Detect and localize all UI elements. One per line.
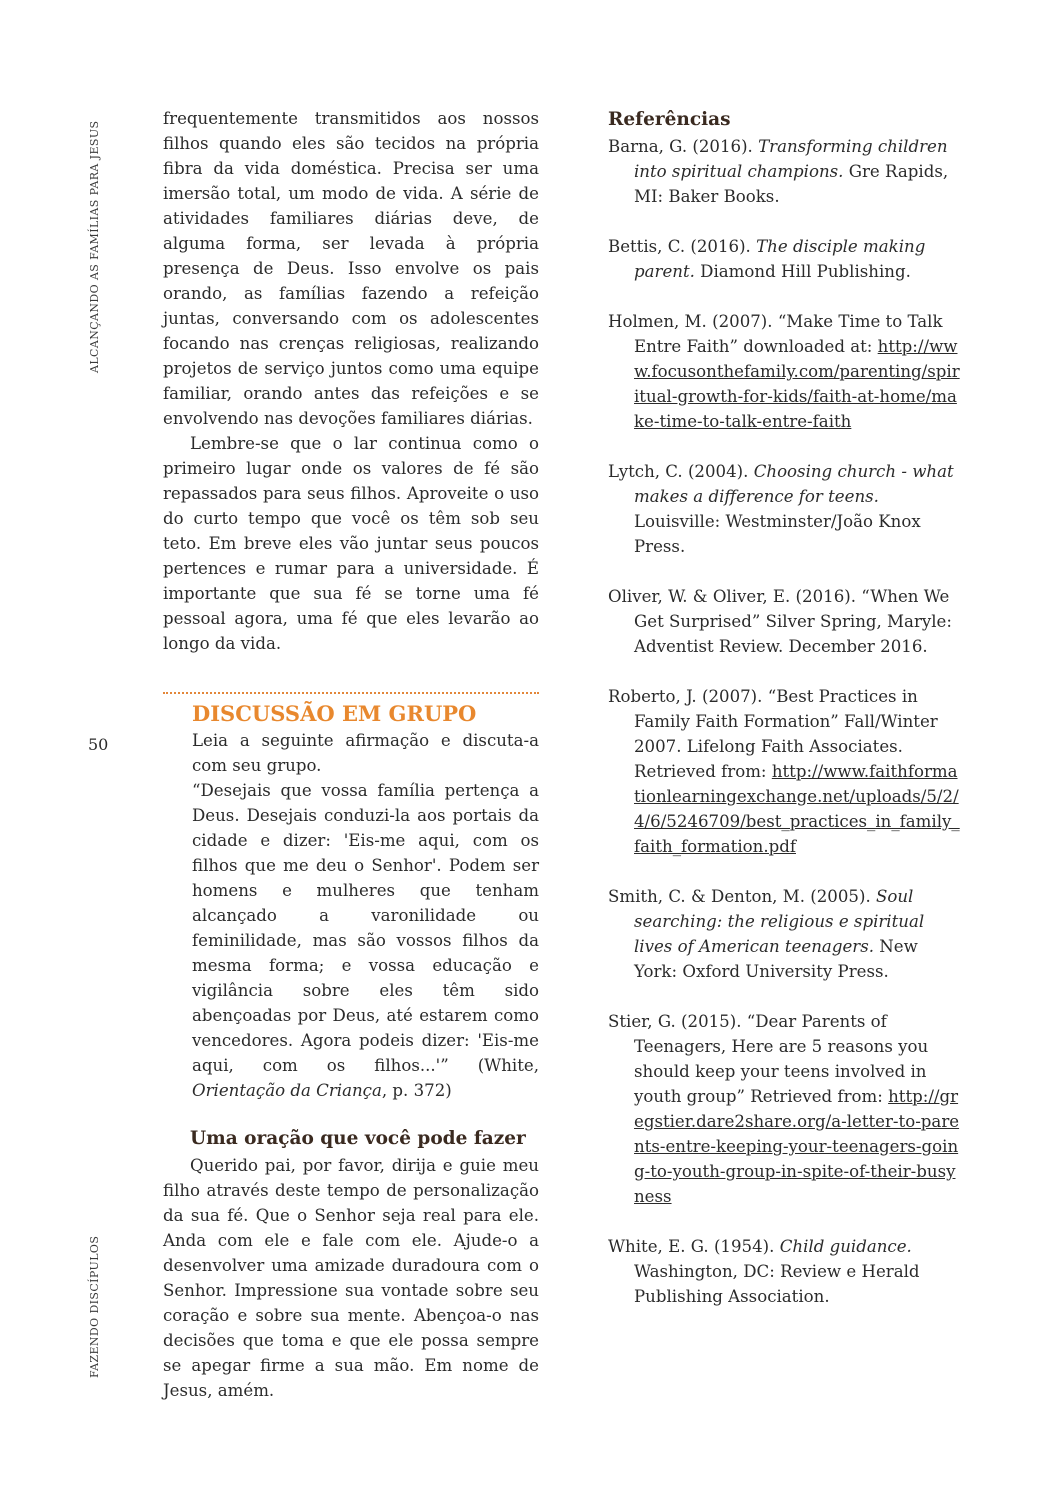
- reference-title: Child guidance.: [779, 1237, 912, 1256]
- reference-publisher: New York: Oxford University Press.: [634, 937, 918, 981]
- prayer-text: Querido pai, por favor, dirija e guie meu filho através deste tempo de personalização da sua fé. Que o Senhor seja real para ele. Anda com ele e fale com ele. Ajude-o a desenvolver uma amizade duradoura com o Senhor. Impressione sua vontade sobre seu coração e sobre sua mente. Abençoa-o nas decisões que toma e que ele possa sempre se apegar firme a sua mão. Em nome de Jesus, amém.: [163, 1156, 539, 1400]
- reference-text: Smith, C. & Denton, M. (2005).: [608, 887, 876, 906]
- references-list: [608, 134, 963, 1309]
- reference-text: Barna, G. (2016).: [608, 137, 759, 156]
- reference-item: [608, 459, 963, 559]
- reference-publisher: Diamond Hill Publishing.: [694, 262, 911, 281]
- reference-item: [608, 309, 963, 434]
- references-column: [608, 106, 963, 1334]
- reference-text: Roberto, J. (2007). “Best Practices in Family Faith Formation” Fall/Winter 2007. Lifelong Faith Associates. Retrieved from:: [608, 687, 938, 781]
- reference-link[interactable]: http://www.focusonthefamily.com/parenting/spiritual-growth-for-kids/faith-at-home/make-time-to-talk-entre-faith: [634, 337, 960, 431]
- body-paragraph-2: Lembre-se que o lar continua como o primeiro lugar onde os valores de fé são repassados para seus filhos. Aproveite o uso do curto tempo que você os têm sob seu teto. Em breve eles vão juntar seus poucos pertences e rumar para a universidade. É importante que sua fé se torne uma fé pessoal agora, uma fé que eles levarão ao longo da vida.: [163, 434, 539, 653]
- discussion-box: [192, 728, 539, 1103]
- reference-link[interactable]: http://gregstier.dare2share.org/a-letter-to-parents-entre-keeping-your-teenagers-going-to-youth-group-in-spite-of-their-busyness: [634, 1087, 960, 1206]
- reference-title: The disciple making parent.: [634, 237, 926, 281]
- reference-text: Bettis, C. (2016).: [608, 237, 757, 256]
- reference-item: [608, 134, 963, 209]
- reference-title: Choosing church - what makes a difference for teens.: [634, 462, 954, 506]
- reference-title: Soul searching: the religious e spiritual lives of American teenagers.: [634, 887, 925, 956]
- quote-source-page: , p. 372): [381, 1081, 452, 1100]
- reference-publisher: Washington, DC: Review e Herald Publishing Association.: [634, 1262, 920, 1306]
- reference-text: White, E. G. (1954).: [608, 1237, 780, 1256]
- prayer-title: Uma oração que você pode fazer: [190, 1128, 526, 1149]
- discussion-intro: Leia a seguinte afirmação e discuta-a com seu grupo.: [192, 731, 539, 775]
- running-header-book-title: ALCANÇANDO AS FAMÍLIAS PARA JESUS: [88, 120, 101, 373]
- reference-link[interactable]: http://www.faithformationlearningexchange.net/uploads/5/2/4/6/5246709/best_practices_in_family_faith_formation.pdf: [634, 762, 960, 856]
- reference-title: Transforming children into spiritual champions.: [634, 137, 948, 181]
- reference-text: Stier, G. (2015). “Dear Parents of Teenagers, Here are 5 reasons you should keep your teens involved in youth group” Retrieved from:: [608, 1012, 929, 1106]
- body-paragraph-1: frequentemente transmitidos aos nossos filhos quando eles são tecidos na própria fibra da vida doméstica. Precisa ser uma imersão total, um modo de vida. A série de atividades familiares diárias deve, de alguma forma, ser levada à própria presença de Deus. Isso envolve os pais orando, as famílias fazendo a refeição juntas, conversando com os adolescentes focando nas crenças religiosas, realizando projetos de serviço juntos como uma equipe familiar, orando antes das refeições e se envolvendo nas devoções familiares diárias.: [163, 109, 539, 428]
- reference-item: [608, 684, 963, 859]
- page-number: 50: [88, 735, 109, 754]
- reference-text: Holmen, M. (2007). “Make Time to Talk Entre Faith” downloaded at:: [608, 312, 943, 356]
- references-title: Referências: [608, 109, 731, 130]
- quote-text: “Desejais que vossa família pertença a Deus. Desejais conduzi-la aos portais da cidade e dizer: 'Eis-me aqui, com os filhos que me deu o Senhor'. Podem ser homens e mulheres que tenham alcançado a varonilidade ou feminilidade, mas são vossos filhos da mesma forma; e vossa educação e vigilância sobre eles têm sido abençoadas por Deus, até estarem como vencedores. Agora podeis dizer: 'Eis-me aqui, com os filhos...'” (White,: [192, 781, 539, 1075]
- reference-publisher: Gre Rapids, MI: Baker Books.: [634, 162, 949, 206]
- reference-publisher: Louisville: Westminster/João Knox Press.: [634, 512, 921, 556]
- running-header-section-title: FAZENDO DISCÍPULOS: [88, 1235, 101, 1378]
- reference-item: [608, 234, 963, 284]
- main-text-column: [163, 106, 539, 1403]
- quote-source-title: Orientação da Criança: [192, 1081, 382, 1100]
- section-divider: [163, 692, 539, 694]
- discussion-quote: [192, 778, 539, 1103]
- reference-text: Lytch, C. (2004).: [608, 462, 754, 481]
- reference-item: [608, 1234, 963, 1309]
- reference-item: [608, 584, 963, 659]
- discussion-title: DISCUSSÃO EM GRUPO: [192, 701, 477, 726]
- reference-item: [608, 1009, 963, 1209]
- reference-text: Oliver, W. & Oliver, E. (2016). “When We Get Surprised” Silver Spring, Maryle: Adventist Review. December 2016.: [608, 587, 952, 656]
- reference-item: [608, 884, 963, 984]
